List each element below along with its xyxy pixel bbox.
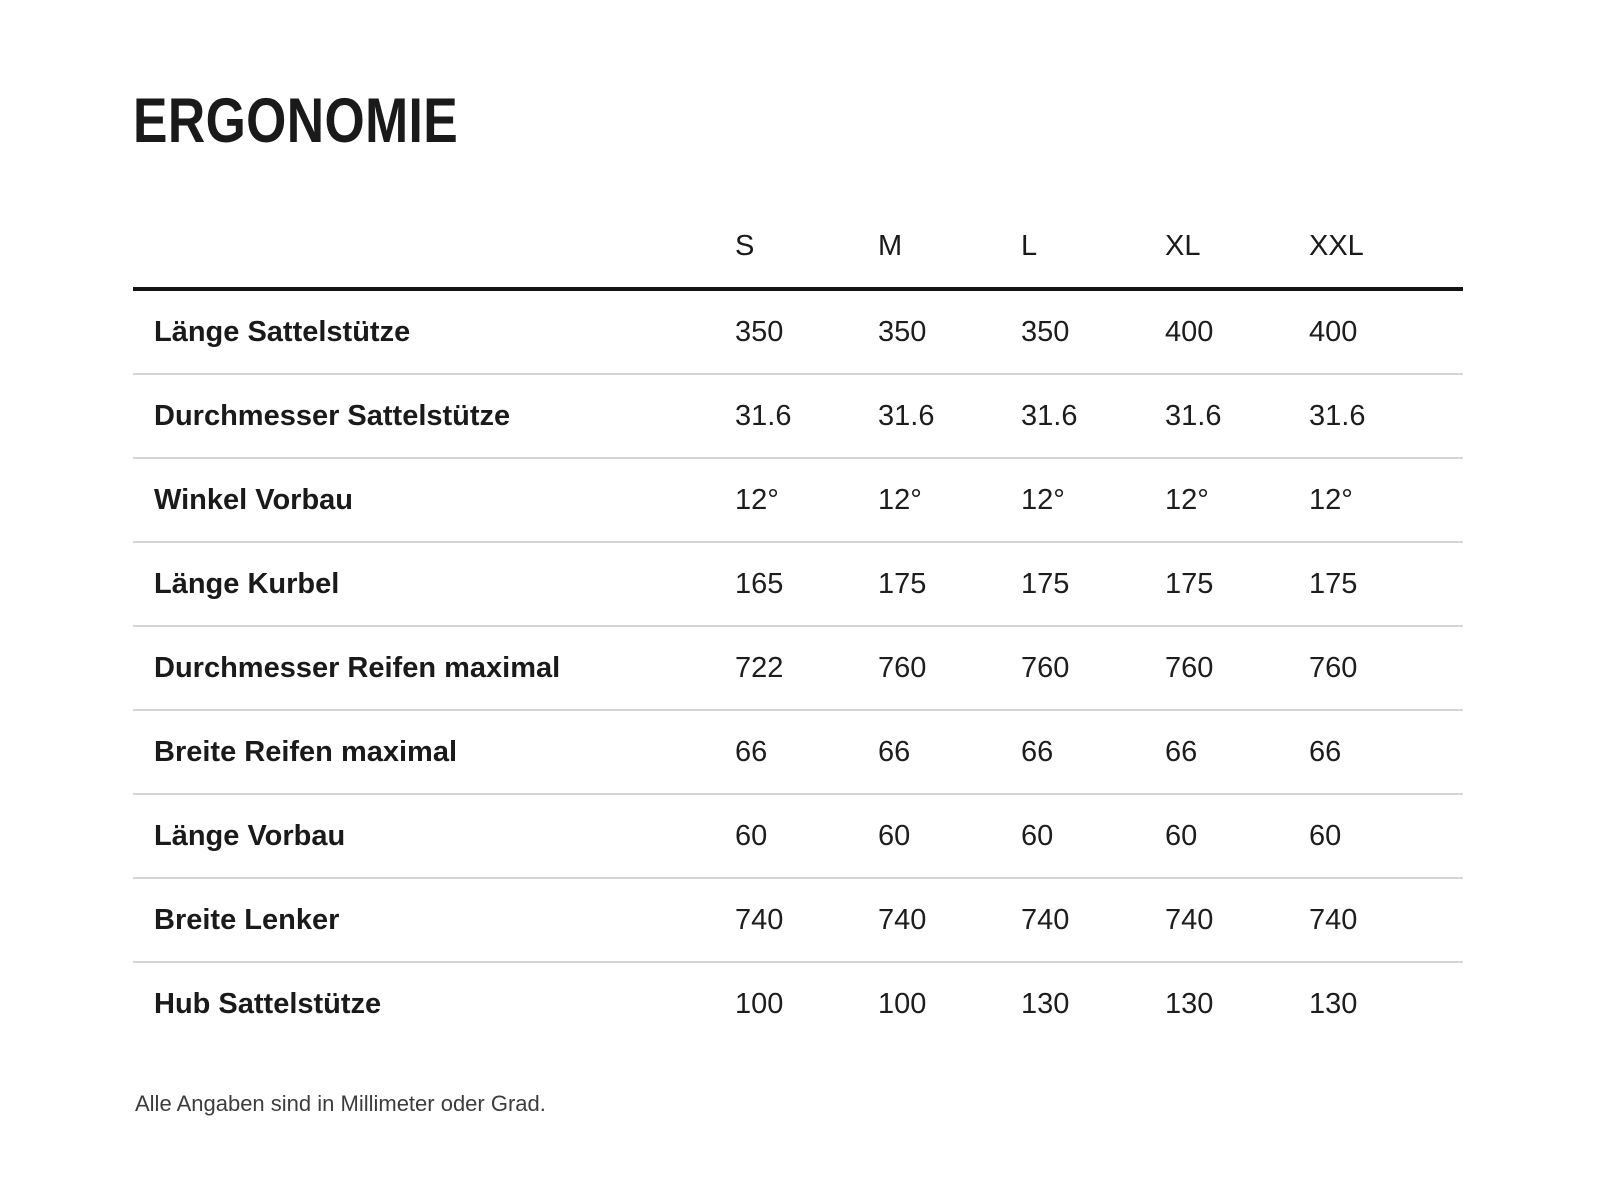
cell-value-xl: 31.6 bbox=[1165, 399, 1222, 432]
cell-value-m: 740 bbox=[878, 903, 927, 936]
cell-value-xl: 760 bbox=[1165, 651, 1214, 684]
cell-value-xl: 740 bbox=[1165, 903, 1214, 936]
row-label: Breite Reifen maximal bbox=[154, 735, 458, 768]
column-header-s: S bbox=[735, 230, 755, 262]
table-footnote: Alle Angaben sind in Millimeter oder Grad. bbox=[135, 1091, 546, 1116]
cell-value-l: 760 bbox=[1021, 651, 1070, 684]
cell-value-s: 165 bbox=[735, 567, 784, 600]
row-label: Durchmesser Reifen maximal bbox=[154, 651, 561, 684]
cell-value-s: 740 bbox=[735, 903, 784, 936]
row-label: Hub Sattelstütze bbox=[154, 987, 382, 1020]
table-body bbox=[133, 291, 1463, 1045]
cell-value-m: 60 bbox=[878, 819, 911, 852]
cell-value-s: 60 bbox=[735, 819, 768, 852]
cell-value-m: 760 bbox=[878, 651, 927, 684]
table-row bbox=[133, 459, 1463, 543]
table-row bbox=[133, 963, 1463, 1045]
cell-value-xxl: 31.6 bbox=[1309, 399, 1366, 432]
cell-value-l: 66 bbox=[1021, 735, 1054, 768]
column-header-xl: XL bbox=[1165, 230, 1201, 262]
cell-value-m: 31.6 bbox=[878, 399, 935, 432]
cell-value-xl: 400 bbox=[1165, 315, 1214, 348]
table-row bbox=[133, 711, 1463, 795]
cell-value-xxl: 760 bbox=[1309, 651, 1358, 684]
row-label: Länge Sattelstütze bbox=[154, 315, 411, 348]
table-header-row bbox=[133, 153, 1463, 291]
row-label: Durchmesser Sattelstütze bbox=[154, 399, 511, 432]
cell-value-s: 12° bbox=[735, 483, 779, 516]
cell-value-m: 100 bbox=[878, 987, 927, 1020]
cell-value-l: 740 bbox=[1021, 903, 1070, 936]
cell-value-xxl: 175 bbox=[1309, 567, 1358, 600]
table-row bbox=[133, 627, 1463, 711]
cell-value-l: 31.6 bbox=[1021, 399, 1078, 432]
cell-value-s: 66 bbox=[735, 735, 768, 768]
cell-value-m: 12° bbox=[878, 483, 922, 516]
cell-value-xxl: 130 bbox=[1309, 987, 1358, 1020]
cell-value-s: 31.6 bbox=[735, 399, 792, 432]
page-title: ERGONOMIE bbox=[133, 86, 459, 156]
row-label: Länge Vorbau bbox=[154, 819, 346, 852]
cell-value-m: 350 bbox=[878, 315, 927, 348]
table-row bbox=[133, 375, 1463, 459]
cell-value-m: 175 bbox=[878, 567, 927, 600]
table-row bbox=[133, 879, 1463, 963]
cell-value-s: 100 bbox=[735, 987, 784, 1020]
cell-value-l: 12° bbox=[1021, 483, 1065, 516]
cell-value-xxl: 12° bbox=[1309, 483, 1353, 516]
cell-value-xxl: 740 bbox=[1309, 903, 1358, 936]
cell-value-xl: 66 bbox=[1165, 735, 1198, 768]
cell-value-l: 130 bbox=[1021, 987, 1070, 1020]
cell-value-xl: 12° bbox=[1165, 483, 1209, 516]
row-label: Länge Kurbel bbox=[154, 567, 340, 600]
table-row bbox=[133, 543, 1463, 627]
table-row bbox=[133, 795, 1463, 879]
cell-value-xl: 130 bbox=[1165, 987, 1214, 1020]
column-header-m: M bbox=[878, 230, 903, 262]
cell-value-l: 350 bbox=[1021, 315, 1070, 348]
cell-value-l: 175 bbox=[1021, 567, 1070, 600]
row-label: Winkel Vorbau bbox=[154, 483, 354, 516]
table-row bbox=[133, 291, 1463, 375]
cell-value-xxl: 400 bbox=[1309, 315, 1358, 348]
column-header-xxl: XXL bbox=[1309, 230, 1364, 262]
table-header-spacer bbox=[133, 263, 735, 287]
cell-value-xl: 175 bbox=[1165, 567, 1214, 600]
cell-value-l: 60 bbox=[1021, 819, 1054, 852]
cell-value-s: 722 bbox=[735, 651, 784, 684]
row-label: Breite Lenker bbox=[154, 903, 340, 936]
column-header-l: L bbox=[1021, 230, 1038, 262]
cell-value-m: 66 bbox=[878, 735, 911, 768]
cell-value-xxl: 60 bbox=[1309, 819, 1342, 852]
cell-value-xl: 60 bbox=[1165, 819, 1198, 852]
cell-value-s: 350 bbox=[735, 315, 784, 348]
cell-value-xxl: 66 bbox=[1309, 735, 1342, 768]
ergonomics-spec-table bbox=[133, 153, 1463, 1045]
